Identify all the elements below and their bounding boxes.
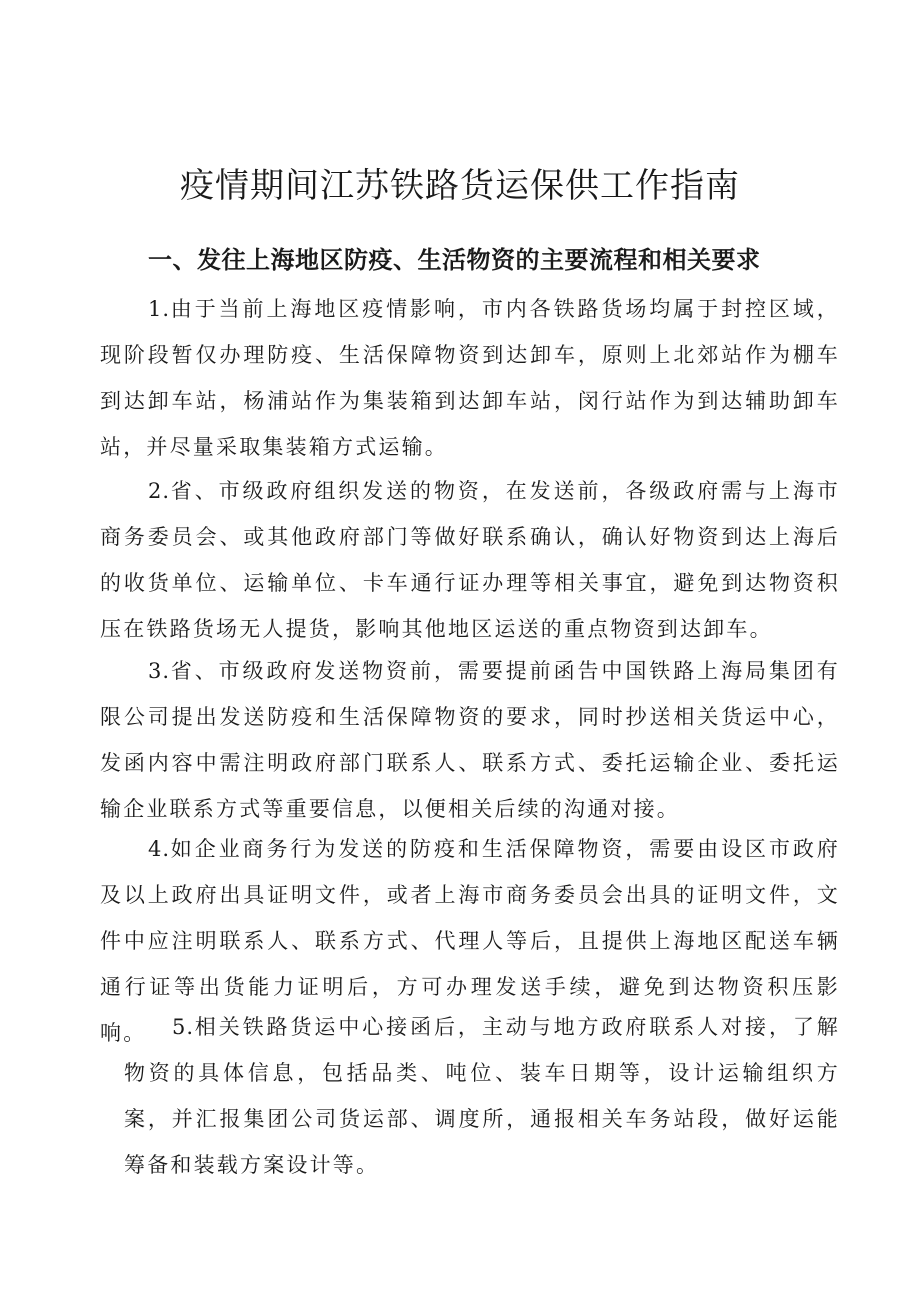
paragraph-text: 由于当前上海地区疫情影响，市内各铁路货场均属于封控区域，现阶段暂仅办理防疫、生活保障物资到达卸车，原则上北郊站作为棚车到达卸车站，杨浦站作为集装箱到达卸车站，闵行站作为到达辅助卸车站，并尽量采取集装箱方式运输。 [100,297,840,459]
paragraph-5 [124,1004,840,1188]
paragraph-number: 3. [148,659,171,683]
document-title: 疫情期间江苏铁路货运保供工作指南 [180,166,740,206]
paragraph-text: 相关铁路货运中心接函后，主动与地方政府联系人对接，了解物资的具体信息，包括品类、吨位、装车日期等，设计运输组织方案，并汇报集团公司货运部、调度所，通报相关车务站段，做好运能筹备和装载方案设计等。 [124,1015,840,1177]
paragraph-number: 5. [172,1015,195,1039]
paragraph-text: 省、市级政府组织发送的物资，在发送前，各级政府需与上海市商务委员会、或其他政府部门等做好联系确认，确认好物资到达上海后的收货单位、运输单位、卡车通行证办理等相关事宜，避免到达物资积压在铁路货场无人提货，影响其他地区运送的重点物资到达卸车。 [100,479,840,641]
paragraph-number: 1. [148,297,171,321]
paragraph-text: 省、市级政府发送物资前，需要提前函告中国铁路上海局集团有限公司提出发送防疫和生活保障物资的要求，同时抄送相关货运中心，发函内容中需注明政府部门联系人、联系方式、委托运输企业、委托运输企业联系方式等重要信息，以便相关后续的沟通对接。 [100,659,840,821]
paragraph-1 [100,286,840,470]
paragraph-text: 如企业商务行为发送的防疫和生活保障物资，需要由设区市政府及以上政府出具证明文件，或者上海市商务委员会出具的证明文件，文件中应注明联系人、联系方式、代理人等后，且提供上海地区配送车辆通行证等出货能力证明后，方可办理发送手续，避免到达物资积压影响。 [100,837,840,1045]
paragraph-number: 4. [148,837,171,861]
paragraph-3 [100,648,840,832]
section-heading: 一、发往上海地区防疫、生活物资的主要流程和相关要求 [148,246,761,274]
paragraph-number: 2. [148,479,171,503]
paragraph-2 [100,468,840,652]
